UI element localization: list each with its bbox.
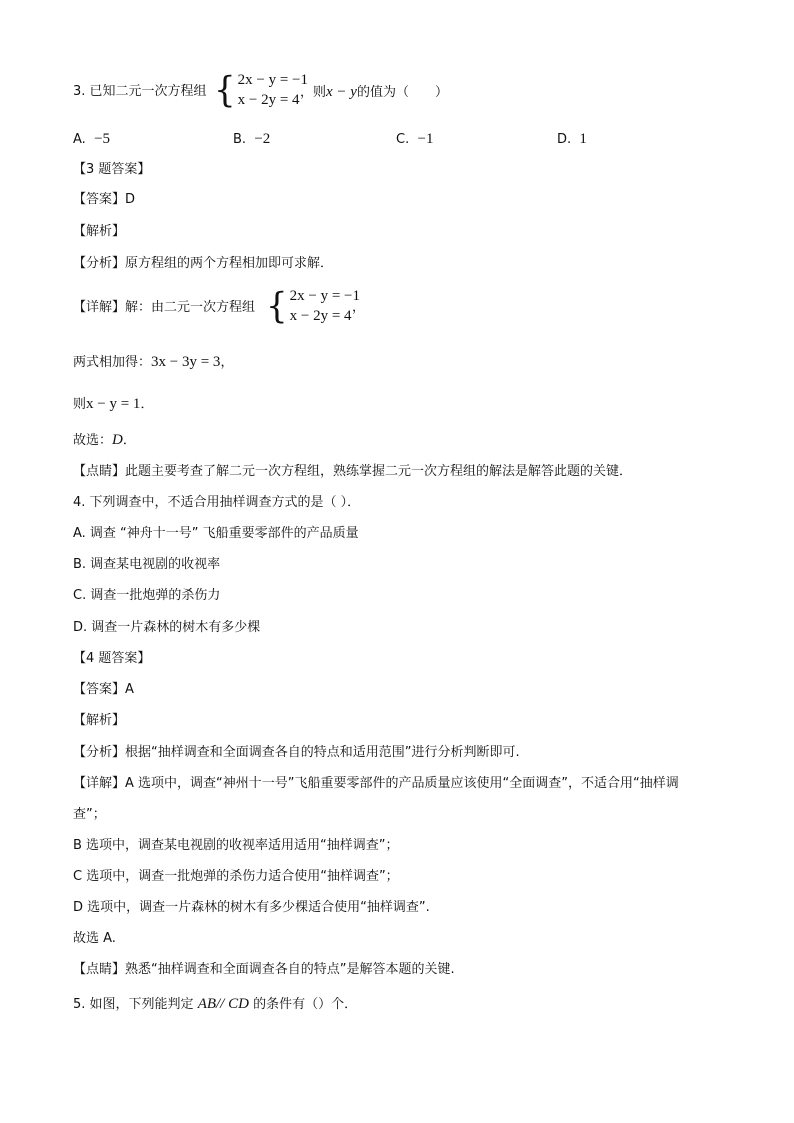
q4-xiangjie-1: 【详解】A 选项中，调查“神州十一号”飞船重要零部件的产品质量应该使用“全面调查”，不适合用“抽样调 (73, 776, 679, 791)
q5-stem: 5. 如图，下列能判定 AB// CD 的条件有（）个． (73, 996, 358, 1012)
q4-option-d: D. 调查一片森林的树木有多少棵 (73, 620, 261, 635)
left-brace-icon: { (214, 69, 236, 111)
q4-answer: 【答案】A (73, 682, 134, 697)
q4-choose: 故选 A. (73, 931, 116, 946)
q3-sum: 两式相加得：3x − 3y = 3， (73, 354, 234, 370)
q3-option-d: D. 1 (557, 131, 587, 147)
q4-line-b: B 选项中，调查某电视剧的收视率适用适用“抽样调查”； (73, 838, 399, 853)
q3-option-b: B. −2 (233, 131, 271, 147)
q3-equation-system (214, 70, 308, 110)
q3-xiangjie-eq1: 2x − y = −1 (289, 288, 361, 304)
left-brace-icon: { (266, 285, 288, 327)
q3-option-c: C. −1 (396, 131, 434, 147)
q3-mid: ，则 (300, 85, 327, 100)
q4-stem: 4. 下列调查中，不适合用抽样调查方式的是（ ）． (73, 495, 361, 510)
q3-dianjing: 【点睛】此题主要考查了解二元一次方程组，熟练掌握二元一次方程组的解法是解答此题的关键． (73, 464, 633, 479)
q3-expr: x − y (326, 84, 357, 100)
q3-stem-rest (300, 82, 448, 103)
q3-xiangjie-suffix: ， (352, 300, 366, 315)
q3-analysis-title: 【解析】 (73, 224, 126, 239)
q3-answer: 【答案】D (73, 192, 136, 207)
q3-stem (73, 82, 207, 102)
q3-suffix: 的值为（ ） (356, 85, 448, 100)
q4-analysis-title: 【解析】 (73, 713, 126, 728)
q3-choose: 故选：D． (73, 432, 136, 448)
q4-xiangjie-2: 查”； (73, 807, 106, 822)
q3-then: 则x − y = 1． (73, 396, 154, 412)
q3-eq2: x − 2y = 4 (237, 92, 300, 108)
q4-option-b: B. 调查某电视剧的收视率 (73, 557, 221, 572)
q4-line-c: C 选项中，调查一批炮弹的杀伤力适合使用“抽样调查”； (73, 869, 399, 884)
q3-xiangjie-eq2: x − 2y = 4 (289, 308, 352, 324)
q4-section-title: 【4 题答案】 (73, 651, 151, 666)
q3-eq1: 2x − y = −1 (237, 72, 309, 88)
q4-line-d: D 选项中，调查一片森林的树木有多少棵适合使用“抽样调查”. (73, 900, 430, 915)
q3-xiangjie-system (266, 286, 360, 326)
q3-stem-prefix: 3. 已知二元一次方程组 (73, 84, 207, 99)
q4-option-a: A. 调查 “神舟十一号” 飞船重要零部件的产品质量 (73, 526, 359, 541)
q3-xiangjie: 【详解】解：由二元一次方程组 (73, 300, 256, 315)
q4-option-c: C. 调查一批炮弹的杀伤力 (73, 588, 221, 603)
q5-expr: AB// CD (197, 996, 249, 1012)
q3-section-title: 【3 题答案】 (73, 162, 151, 177)
q3-option-a: A. −5 (73, 131, 111, 147)
q4-dianjing: 【点睛】熟悉“抽样调查和全面调查各自的特点”是解答本题的关键. (73, 962, 455, 977)
q4-fenxi: 【分析】根据“抽样调查和全面调查各自的特点和适用范围”进行分析判断即可. (73, 745, 520, 760)
q3-fenxi: 【分析】原方程组的两个方程相加即可求解． (73, 256, 334, 271)
